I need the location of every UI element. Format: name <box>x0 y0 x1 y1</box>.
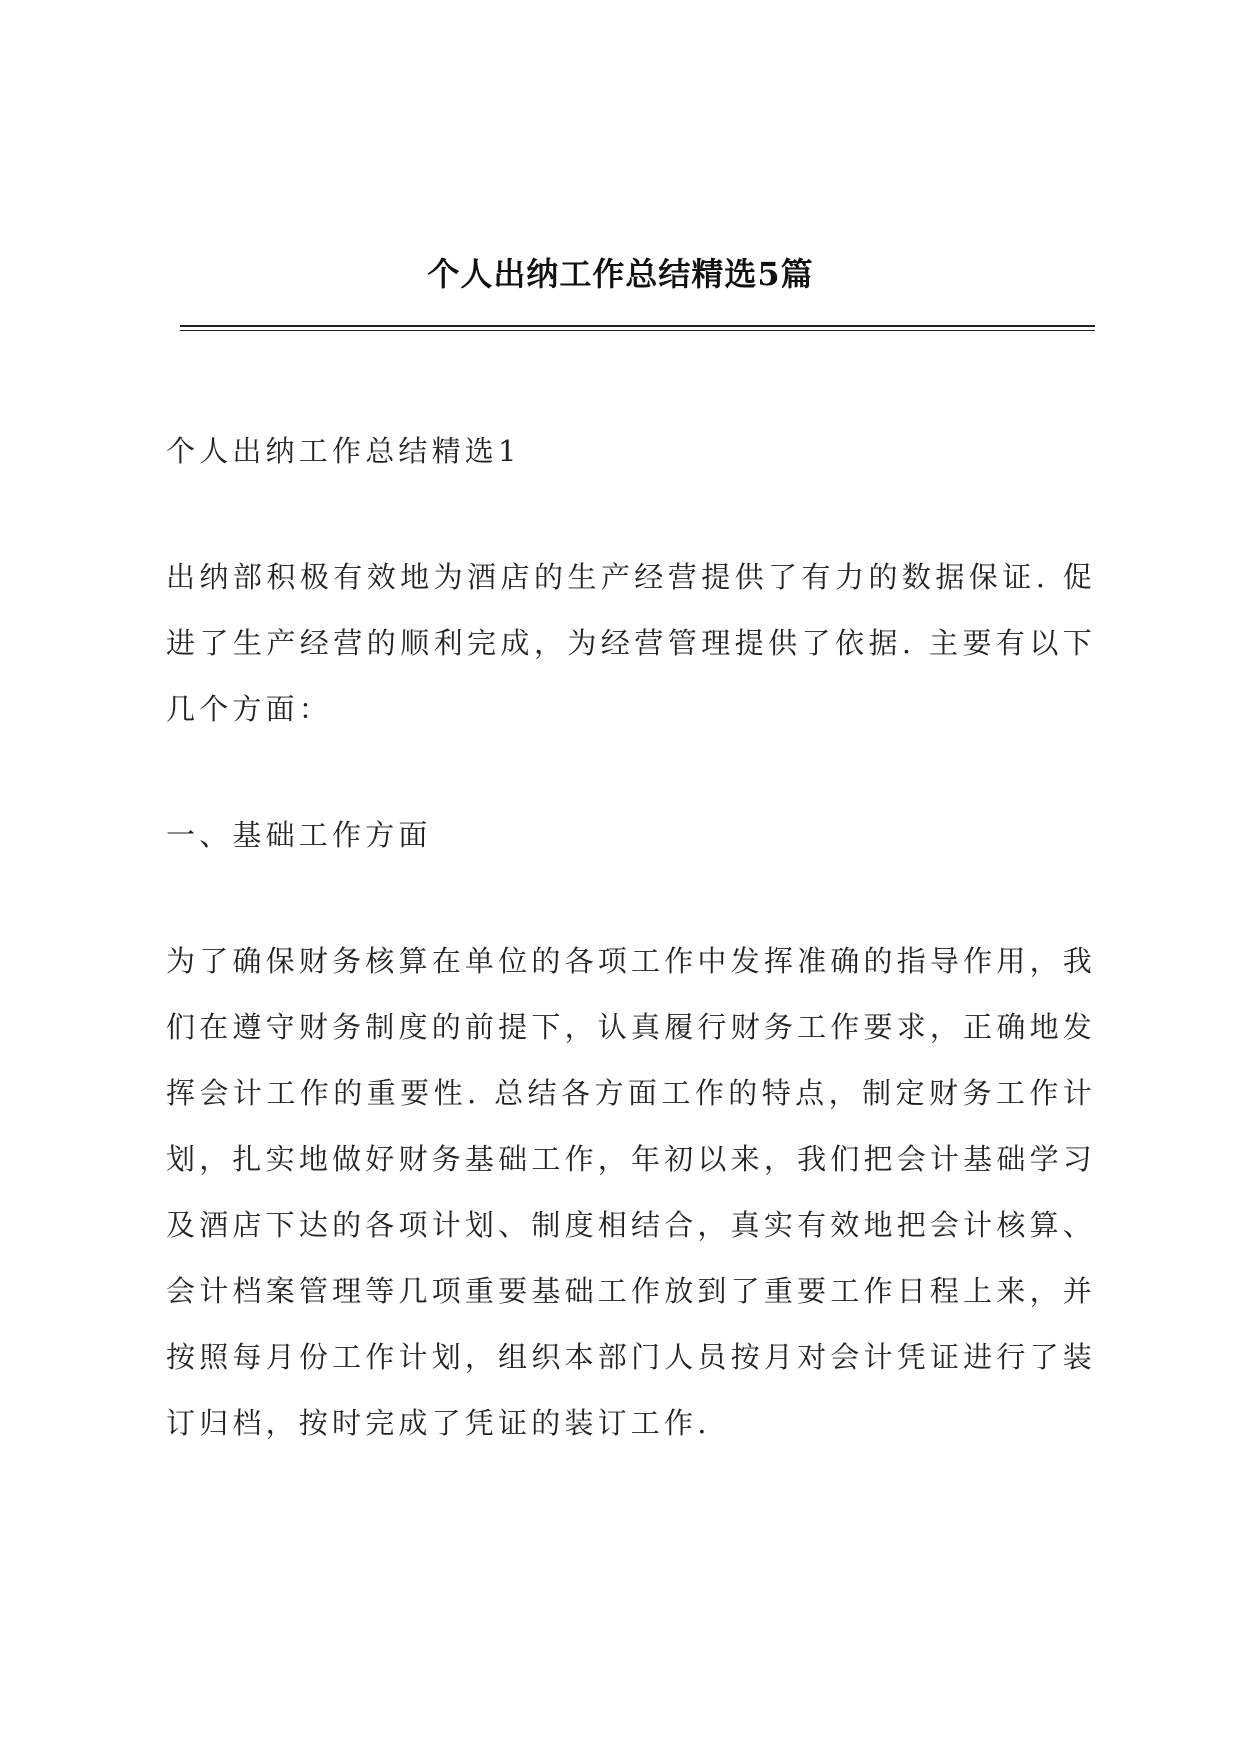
document-title: 个人出纳工作总结精选5篇 <box>427 255 814 293</box>
paragraph-heading-basic-work: 一、基础工作方面 <box>166 818 432 852</box>
title-double-rule <box>180 325 1095 331</box>
paragraph-basic-work-detail: 为了确保财务核算在单位的各项工作中发挥准确的指导作用，我们在遵守财务制度的前提下，认真履行财务工作要求，正确地发挥会计工作的重要性. 总结各方面工作的特点，制定财务工作计划，扎实地做好财务基础工作，年初以来，我们把会计基础学习及酒店下达的各项计划、制度相结合，真实有效地把会计核算、会计档案管理等几项重要基础工作放到了重要工作日程上来，并按照每月份工作计划，组织本部门人员按月对会计凭证进行了装订归档，按时完成了凭证的装订工作. <box>166 944 1096 1440</box>
section-heading: 个人出纳工作总结精选1 <box>166 434 521 468</box>
paragraph-intro: 出纳部积极有效地为酒店的生产经营提供了有力的数据保证. 促进了生产经营的顺利完成，为经营管理提供了依据. 主要有以下几个方面： <box>166 560 1096 726</box>
document-body <box>166 418 1096 1516</box>
